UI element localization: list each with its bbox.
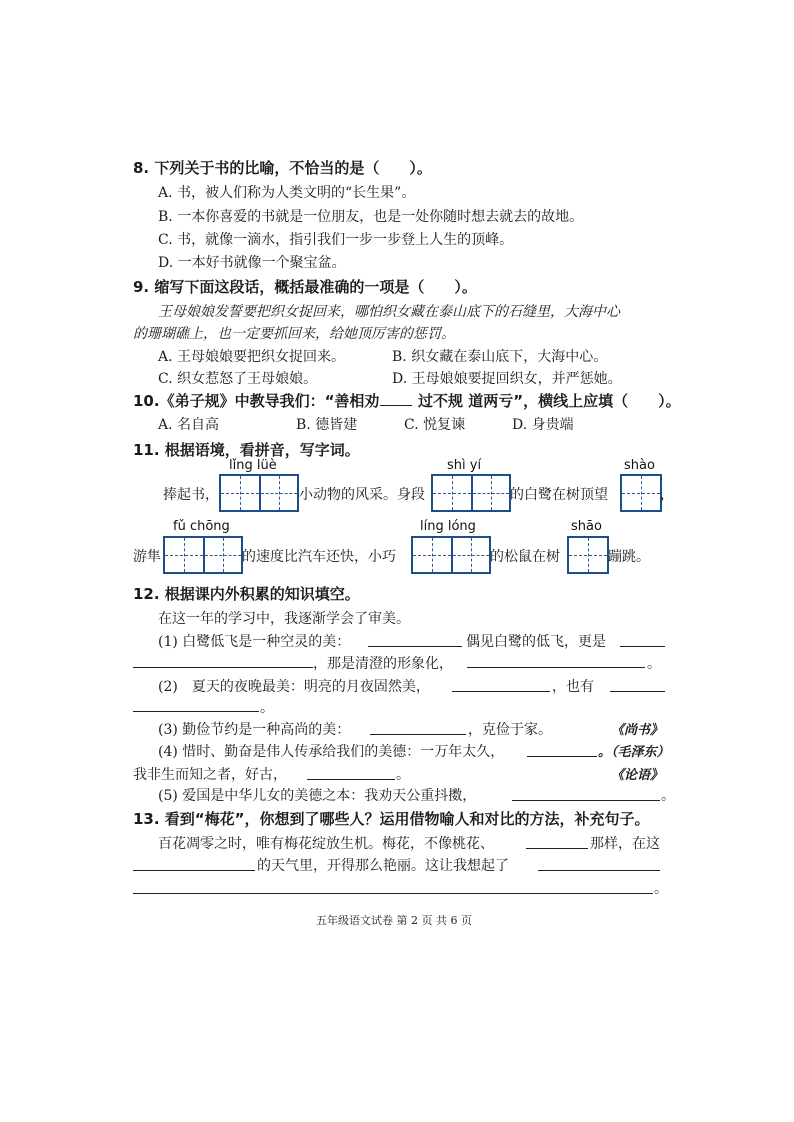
writing-grid-shao-2[interactable] [567, 536, 609, 574]
q12-item1-a: (1) 白鹭低飞是一种空灵的美： [158, 634, 351, 650]
q12-item3-b: ，克俭于家。 [468, 722, 552, 738]
q13-line1-b: 那样，在这 [590, 836, 660, 852]
q12-item4-b: 。（毛泽东） [598, 745, 670, 760]
q13-blank-3[interactable] [538, 870, 660, 871]
q8-option-d: D. 一本好书就像一个聚宝盆。 [158, 255, 346, 271]
q11-row2-text1: 游隼 [133, 549, 161, 565]
pinyin-linglong: líng lóng [420, 519, 476, 534]
grid-cell[interactable] [413, 538, 451, 572]
grid-cell[interactable] [622, 476, 660, 510]
writing-grid-shao-1[interactable] [620, 474, 662, 512]
q12-item4-source: 《论语》 [611, 768, 664, 783]
q12-title: 12. 根据课内外积累的知识填空。 [133, 585, 360, 603]
grid-cell[interactable] [203, 538, 241, 572]
q13-blank-1[interactable] [526, 848, 588, 849]
q10-option-d: D. 身贵端 [512, 417, 574, 433]
q12-blank-9[interactable] [527, 756, 597, 757]
q12-blank-10[interactable] [307, 779, 395, 780]
q10-option-a: A. 名自高 [158, 417, 220, 433]
pinyin-fuchong: fǔ chōng [173, 519, 230, 534]
grid-cell[interactable] [451, 538, 489, 572]
q9-passage-line1: 王母娘娘发誓要把织女捉回来，哪怕织女藏在泰山底下的石缝里，大海中心 [158, 304, 620, 320]
q9-passage-line2: 的珊瑚礁上，也一定要抓回来，给她顶厉害的惩罚。 [133, 326, 455, 342]
q8-title: 8. 下列关于书的比喻，不恰当的是（ ）。 [133, 159, 432, 177]
pinyin-shao-1: shào [624, 458, 655, 473]
q12-item2-b: ，也有 [552, 679, 594, 695]
writing-grid-lingluee[interactable] [219, 474, 299, 512]
grid-cell[interactable] [471, 476, 509, 510]
grid-cell[interactable] [259, 476, 297, 510]
q12-item4-c: 我非生而知之者，好古， [133, 767, 287, 783]
q9-title: 9. 缩写下面这段话，概括最准确的一项是（ ）。 [133, 278, 477, 296]
q8-option-b: B. 一本你喜爱的书就是一位朋友，也是一处你随时想去就去的故地。 [158, 209, 584, 225]
q13-title: 13. 看到“梅花”，你想到了哪些人？运用借物喻人和对比的方法，补充句子。 [133, 810, 650, 828]
page-footer: 五年级语文试卷 第 2 页 共 6 页 [316, 914, 472, 927]
q10-option-b: B. 德皆建 [296, 417, 358, 433]
q11-row1-text3: 的白鹭在树顶望 [510, 487, 608, 503]
pinyin-shao-2: shāo [571, 519, 602, 534]
q12-blank-7[interactable] [133, 711, 259, 712]
q12-blank-5[interactable] [452, 691, 550, 692]
q12-item3-a: (3) 勤俭节约是一种高尚的美： [158, 722, 351, 738]
q12-item3-source: 《尚书》 [611, 723, 664, 738]
grid-cell[interactable] [569, 538, 607, 572]
q12-item5-a: (5) 爱国是中华儿女的美德之本：我劝天公重抖擞， [158, 788, 477, 804]
q12-blank-1[interactable] [368, 646, 462, 647]
grid-cell[interactable] [165, 538, 203, 572]
q12-blank-6[interactable] [610, 691, 665, 692]
q10-title-part2: 过不规 道两亏”，横线上应填（ ）。 [418, 392, 681, 410]
q10-option-c: C. 悦复谏 [404, 417, 466, 433]
q11-row1-text2: 小动物的风采。身段 [299, 487, 425, 503]
pinyin-lingluee: lǐng lüè [229, 458, 277, 473]
q12-item2-a: (2) 夏天的夜晚最美：明亮的月夜固然美， [158, 679, 430, 695]
q11-row1-text4: ， [660, 487, 674, 503]
grid-cell[interactable] [221, 476, 259, 510]
q12-item4-d: 。 [396, 767, 410, 783]
q12-item4-a: (4) 惜时、勤奋是伟人传承给我们的美德：一万年太久， [158, 744, 505, 760]
q13-blank-4[interactable] [133, 893, 653, 894]
grid-cell[interactable] [433, 476, 471, 510]
q12-blank-11[interactable] [512, 800, 660, 801]
q12-blank-8[interactable] [370, 734, 466, 735]
q13-line3-end: 。 [654, 881, 668, 897]
q13-line1-a: 百花凋零之时，唯有梅花绽放生机。梅花，不像桃花、 [158, 836, 494, 852]
pinyin-shiyi: shì yí [447, 458, 482, 473]
q12-intro: 在这一年的学习中，我逐渐学会了审美。 [158, 611, 410, 627]
q10-blank[interactable] [380, 405, 412, 406]
q10-title-part1: 10.《弟子规》中教导我们：“善相劝 [133, 392, 380, 410]
q13-line2-a: 的天气里，开得那么艳丽。这让我想起了 [257, 858, 509, 874]
q11-row2-text2: 的速度比汽车还快，小巧 [242, 549, 396, 565]
q12-item1-c: ，那是清澄的形象化， [313, 656, 453, 672]
writing-grid-shiyi[interactable] [431, 474, 511, 512]
writing-grid-linglong[interactable] [411, 536, 491, 574]
q8-option-c: C. 书，就像一滴水，指引我们一步一步登上人生的顶峰。 [158, 232, 514, 248]
q13-blank-2[interactable] [133, 870, 255, 871]
q12-item5-b: 。 [661, 788, 675, 804]
q11-row2-text3: 的松鼠在树 [490, 549, 560, 565]
q9-option-d: D. 王母娘娘要捉回织女，并严惩她。 [392, 371, 622, 387]
q11-row2-text4: 蹦跳。 [608, 549, 650, 565]
q9-option-b: B. 织女藏在泰山底下，大海中心。 [392, 349, 608, 365]
q11-row1-text1: 捧起书， [163, 487, 219, 503]
q8-option-a: A. 书，被人们称为人类文明的“长生果”。 [158, 185, 416, 201]
q12-item1-b: 偶见白鹭的低飞，更是 [466, 634, 606, 650]
q12-blank-4[interactable] [467, 667, 645, 668]
q9-option-a: A. 王母娘娘要把织女捉回来。 [158, 349, 346, 365]
q12-item2-c: 。 [260, 700, 274, 716]
q12-blank-2[interactable] [620, 646, 665, 647]
q12-item1-d: 。 [647, 656, 661, 672]
q9-option-c: C. 织女惹怒了王母娘娘。 [158, 371, 318, 387]
q12-blank-3[interactable] [133, 667, 313, 668]
writing-grid-fuchong[interactable] [163, 536, 243, 574]
q11-title: 11. 根据语境，看拼音，写字词。 [133, 441, 360, 459]
